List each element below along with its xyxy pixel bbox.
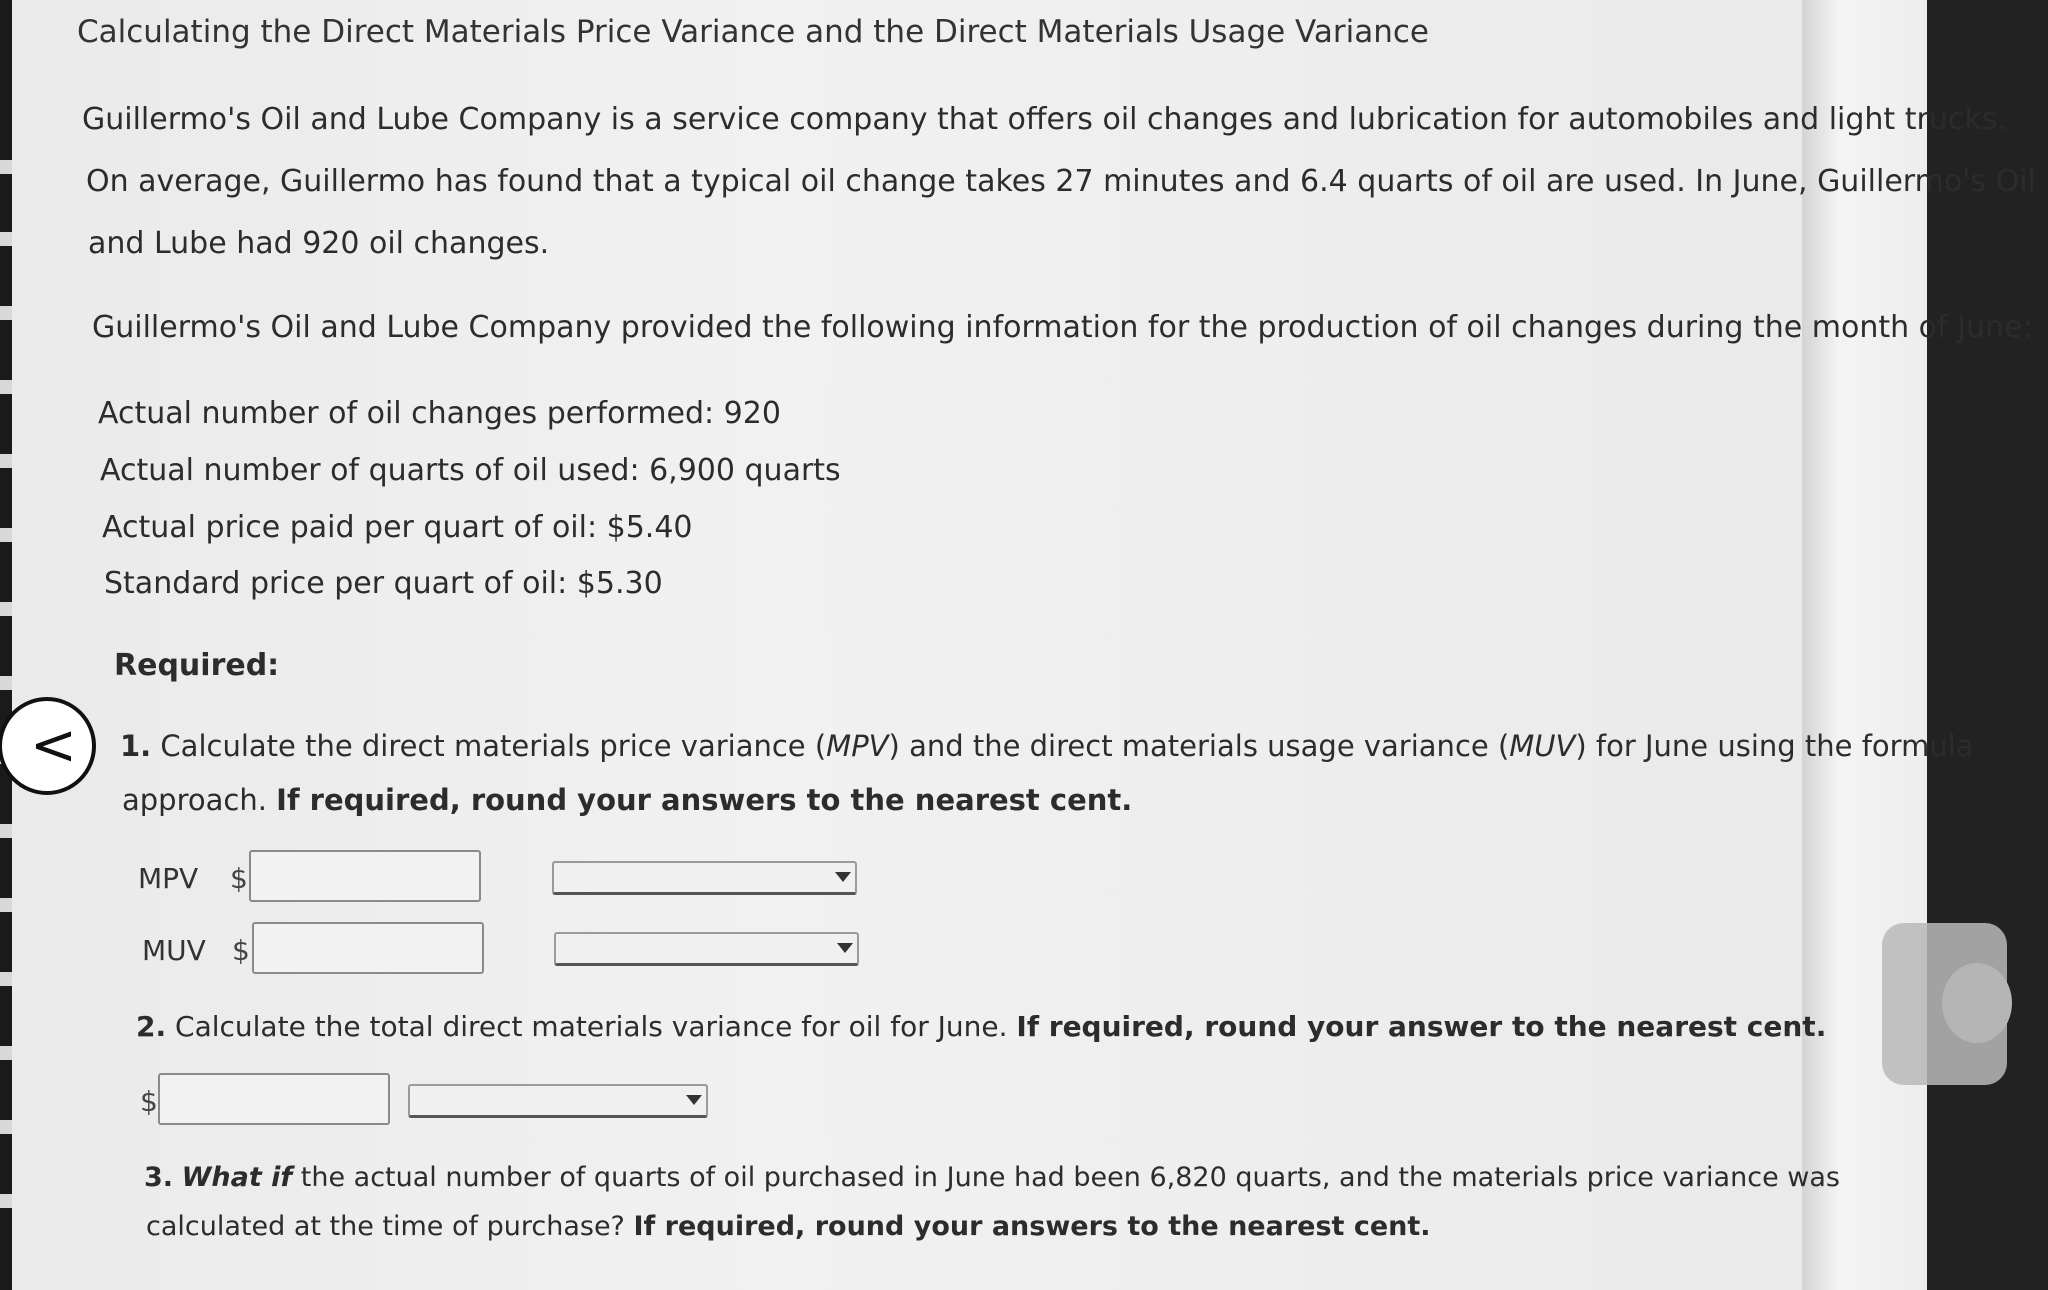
required-heading: Required:: [114, 648, 280, 683]
info-intro: Guillermo's Oil and Lube Company provided the following information for the production of oil changes during the month of June:: [92, 310, 2033, 345]
muv-currency: $: [232, 934, 250, 967]
fact-standard-price: Standard price per quart of oil: $5.30: [104, 566, 663, 601]
mpv-favorable-select[interactable]: [552, 861, 857, 895]
fact-quarts-used: Actual number of quarts of oil used: 6,900 quarts: [100, 453, 841, 488]
total-variance-input[interactable]: [158, 1073, 390, 1125]
q1-text-line-2: approach. If required, round your answers to the nearest cent.: [122, 783, 1133, 817]
page-title: Calculating the Direct Materials Price Variance and the Direct Materials Usage Variance: [77, 14, 1429, 50]
fact-oil-changes: Actual number of oil changes performed: 920: [98, 396, 781, 431]
intro-line-2: On average, Guillermo has found that a typical oil change takes 27 minutes and 6.4 quarts of oil are used. In June, Guillermo's Oil: [86, 164, 2036, 199]
q1-text: 1. Calculate the direct materials price variance (MPV) and the direct materials usage variance (MUV) for June using the formula: [120, 729, 1974, 763]
floating-widget[interactable]: [1882, 923, 2007, 1085]
mpv-label: MPV: [138, 862, 199, 895]
widget-knob: [1942, 963, 2012, 1043]
intro-line-1: Guillermo's Oil and Lube Company is a service company that offers oil changes and lubrication for automobiles and light trucks.: [82, 102, 2007, 137]
fact-actual-price: Actual price paid per quart of oil: $5.40: [102, 510, 693, 545]
chevron-left-icon: <: [30, 713, 77, 778]
chevron-down-icon: [837, 943, 853, 953]
muv-favorable-select[interactable]: [554, 932, 859, 966]
intro-line-3: and Lube had 920 oil changes.: [88, 226, 550, 261]
mpv-currency: $: [230, 862, 248, 895]
chevron-down-icon: [686, 1095, 702, 1105]
chevron-down-icon: [835, 872, 851, 882]
q2-text: 2. Calculate the total direct materials variance for oil for June. If required, round your answer to the nearest cent.: [136, 1010, 1827, 1043]
muv-input[interactable]: [252, 922, 484, 974]
q2-currency: $: [140, 1085, 158, 1118]
q3-text-line-2: calculated at the time of purchase? If required, round your answers to the nearest cent.: [146, 1211, 1431, 1242]
back-button[interactable]: [0, 697, 96, 795]
q3-text: 3. What if the actual number of quarts of oil purchased in June had been 6,820 quarts, and the materials price variance was: [144, 1162, 1840, 1193]
total-variance-favorable-select[interactable]: [408, 1084, 708, 1118]
muv-label: MUV: [142, 934, 206, 967]
problem-page: [12, 0, 2036, 1290]
mpv-input[interactable]: [249, 850, 481, 902]
